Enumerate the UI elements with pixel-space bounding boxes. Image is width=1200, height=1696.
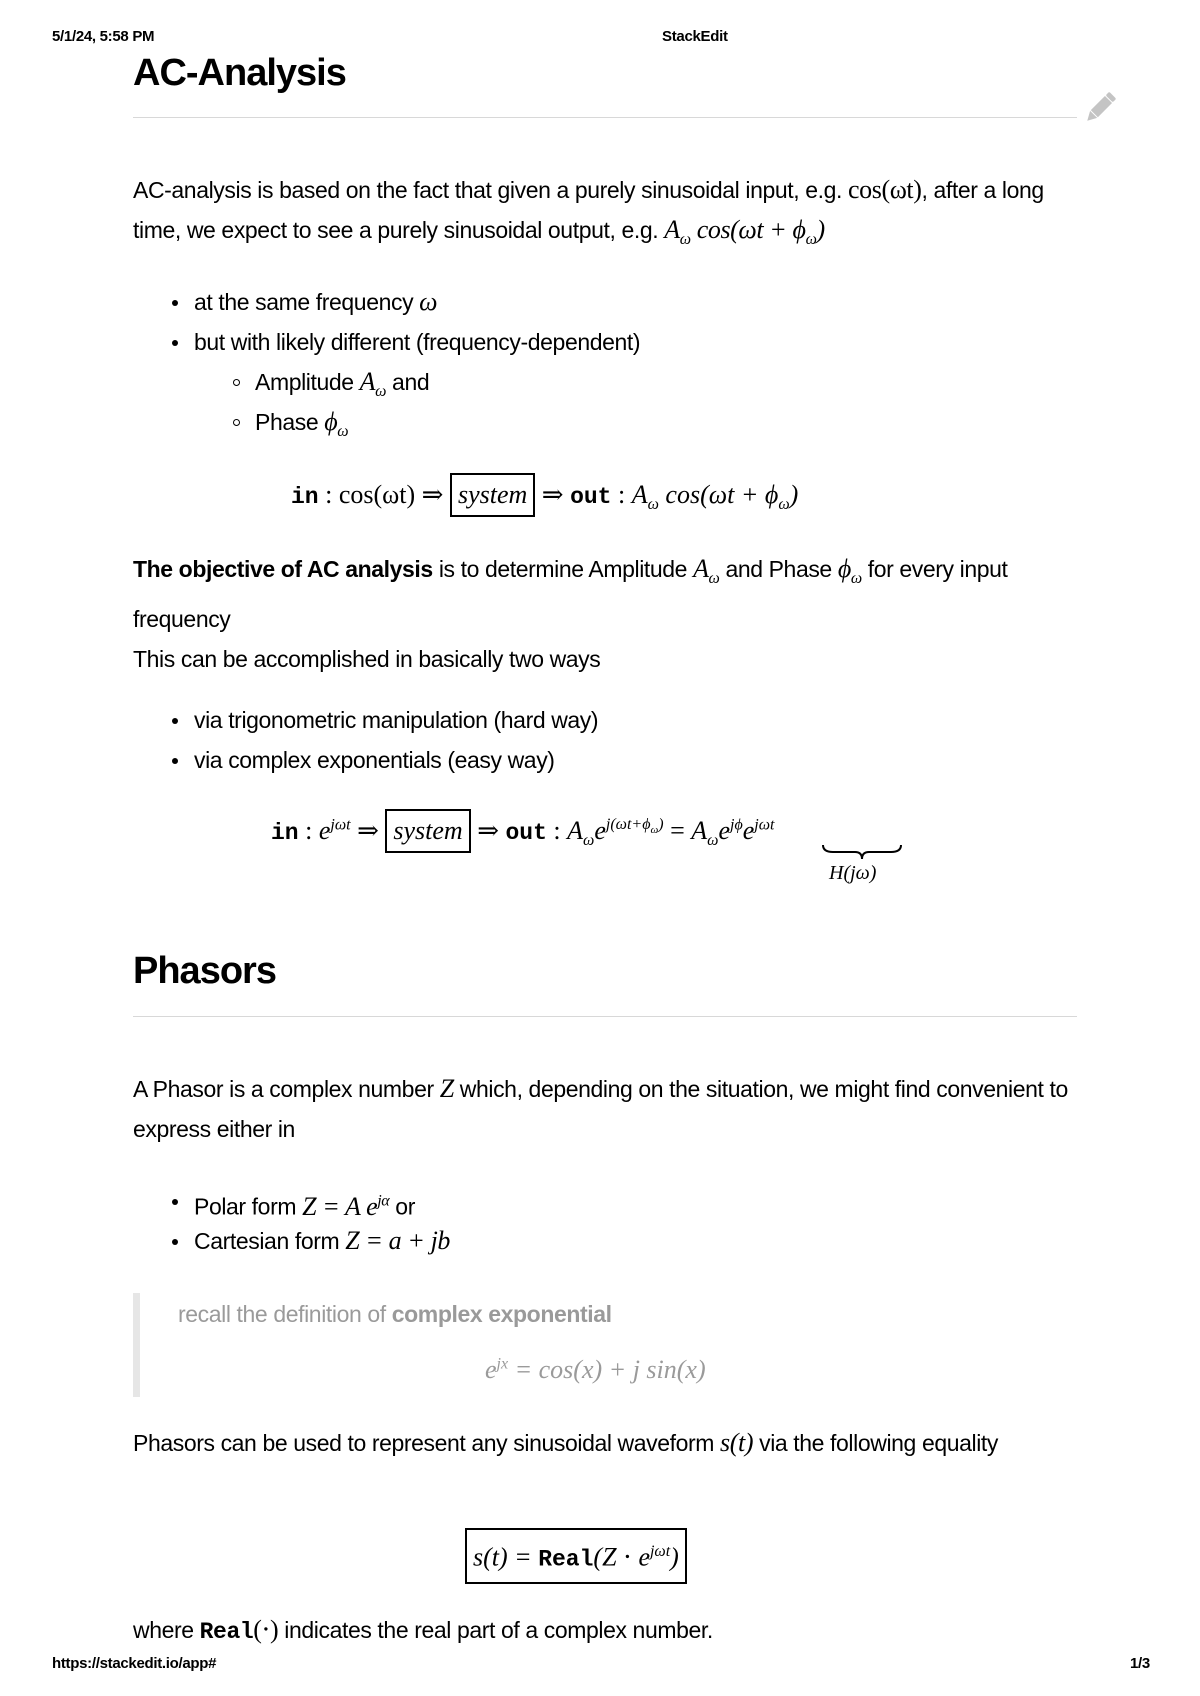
transfer-function-group: $A_\omega e^{j\phi}$	[691, 816, 743, 850]
pencil-icon[interactable]	[1080, 88, 1120, 133]
quote-text: recall the definition of complex exponential	[178, 1301, 612, 1327]
equation-system-exponential: in : $e^{j\omega t}$ ⇒ system ⇒ out : $A_\omega e^{j(\omega t+\phi_\omega)} = A_\omega e^{j\phi}e^{j\omega t}$	[271, 809, 774, 853]
list-item: Polar form Z = A $e^{j\alpha}$ or	[133, 1181, 1077, 1221]
phasor-definition-paragraph: A Phasor is a complex number Z which, depending on the situation, we might find convenient to express either in	[133, 1074, 1068, 1142]
list-item: via complex exponentials (easy way)	[133, 740, 1077, 780]
transfer-function-label: H(jω)	[829, 862, 877, 884]
title-divider	[133, 117, 1077, 118]
print-url: https://stackedit.io/app#	[52, 1655, 217, 1672]
section-title-phasors: Phasors	[133, 950, 276, 992]
intro-math-2: $A_\omega$ $\cos(\omega t + \phi_\omega)$	[664, 215, 825, 249]
section-title-ac-analysis: AC-Analysis	[133, 52, 346, 94]
equation-system-cos: in : cos(ωt) ⇒ system ⇒ out : $A_\omega$ $\cos(\omega t + \phi_\omega)$	[291, 473, 798, 517]
intro-text-2: , after a long time, we expect to see a purely sinusoidal output, e.g.	[133, 177, 1044, 243]
phasor-waveform-paragraph: Phasors can be used to represent any sinusoidal waveform s(t) via the following equality	[133, 1428, 999, 1457]
underbrace	[821, 842, 903, 862]
print-page-number: 1/3	[1130, 1655, 1150, 1672]
list-item: via trigonometric manipulation (hard way)	[133, 700, 1077, 740]
ways-intro: This can be accomplished in basically two ways	[133, 646, 601, 673]
list-item: Phase $\phi_\omega$	[133, 402, 1077, 442]
boxed-phasor-equation: s(t) = Real(Z ⋅ $e^{j\omega t}$)	[465, 1528, 687, 1584]
objective-paragraph: The objective of AC analysis is to determine Amplitude $A_\omega$ and Phase $\phi_\omega$ for every input frequency This can be accomplished in basically two ways	[133, 554, 1008, 673]
phasor-forms-list	[133, 1181, 1077, 1261]
intro-text-1: AC-analysis is based on the fact that given a purely sinusoidal input, e.g.	[133, 177, 842, 203]
system-box: system	[385, 809, 470, 853]
objective-bold: The objective of AC analysis	[133, 556, 433, 582]
intro-paragraph	[133, 170, 1077, 260]
list-item: Amplitude $A_\omega$ and	[133, 362, 1077, 402]
intro-math-1: cos(ωt)	[848, 175, 922, 204]
frequency-list	[133, 282, 1077, 442]
list-item: Cartesian form Z = a + jb	[133, 1221, 1077, 1261]
blockquote	[133, 1293, 1084, 1397]
quote-equation: $e^{jx} = \cos(x) + j$ sin(x)	[485, 1355, 706, 1384]
print-date: 5/1/24, 5:58 PM	[52, 28, 155, 45]
system-box: system	[450, 473, 535, 517]
title-divider	[133, 1016, 1077, 1017]
list-item: at the same frequency ω	[133, 282, 1077, 322]
list-item: but with likely different (frequency-dependent)	[133, 322, 1077, 362]
print-app-name: StackEdit	[662, 28, 728, 45]
real-part-paragraph: where Real(⋅) indicates the real part of a complex number.	[133, 1615, 713, 1645]
ways-list	[133, 700, 1077, 780]
